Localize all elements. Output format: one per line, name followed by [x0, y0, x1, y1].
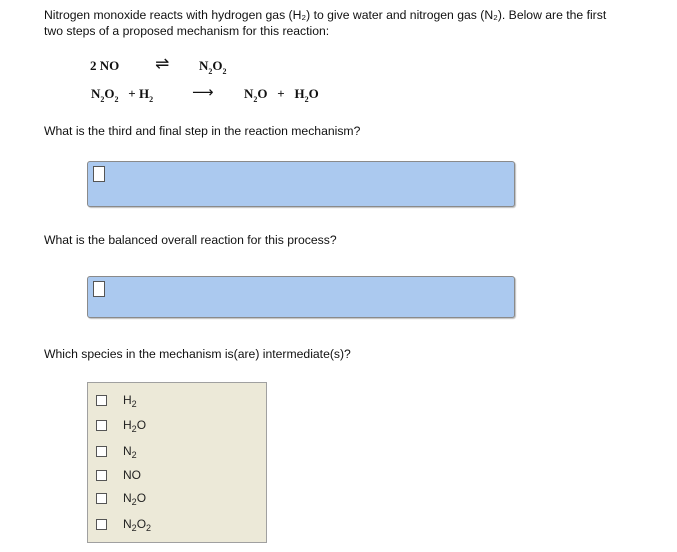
checkbox[interactable] — [96, 446, 107, 457]
step1-product: $N_2O_2$ — [199, 58, 227, 76]
intro-line-1: Nitrogen monoxide reacts with hydrogen gas (H₂) to give water and nitrogen gas (N₂). Below are the first — [44, 8, 607, 22]
choice-n2o2[interactable] — [96, 515, 151, 533]
checkbox[interactable] — [96, 493, 107, 504]
checkbox[interactable] — [96, 519, 107, 530]
equilibrium-arrow-icon: ⇌ — [155, 54, 170, 74]
overall-reaction-answer-field[interactable] — [87, 276, 515, 318]
choice-no[interactable] — [96, 466, 141, 484]
step2-reactants: $N_2O_2$ + $H_2$ — [91, 86, 154, 104]
question-overall-reaction: What is the balanced overall reaction for this process? — [44, 233, 337, 247]
choice-n2[interactable] — [96, 442, 137, 460]
choice-h2o[interactable] — [96, 416, 146, 434]
question-third-step: What is the third and final step in the reaction mechanism? — [44, 124, 361, 138]
choice-label: NO — [123, 468, 141, 482]
question-intro — [44, 7, 664, 39]
answer-placeholder-box — [93, 281, 105, 297]
checkbox[interactable] — [96, 470, 107, 481]
forward-arrow-icon: ⟶ — [192, 83, 214, 101]
intro-line-2: two steps of a proposed mechanism for this reaction: — [44, 24, 330, 38]
answer-placeholder-box — [93, 166, 105, 182]
choice-h2[interactable] — [96, 391, 137, 409]
choice-label: $H_2O$ — [123, 418, 147, 434]
checkbox[interactable] — [96, 395, 107, 406]
choice-label: $N_2$ — [123, 444, 137, 460]
step2-products: $N_2O$ + $H_2O$ — [244, 86, 319, 104]
choice-label: $H_2$ — [123, 393, 137, 409]
choice-n2o[interactable] — [96, 489, 146, 507]
choice-label: $N_2O_2$ — [123, 517, 152, 533]
step1-reactant: 2 NO — [90, 58, 120, 73]
question-intermediates: Which species in the mechanism is(are) intermediate(s)? — [44, 347, 351, 361]
intermediate-choices-panel — [87, 382, 267, 543]
third-step-answer-field[interactable] — [87, 161, 515, 207]
choice-label: $N_2O$ — [123, 491, 147, 507]
checkbox[interactable] — [96, 420, 107, 431]
